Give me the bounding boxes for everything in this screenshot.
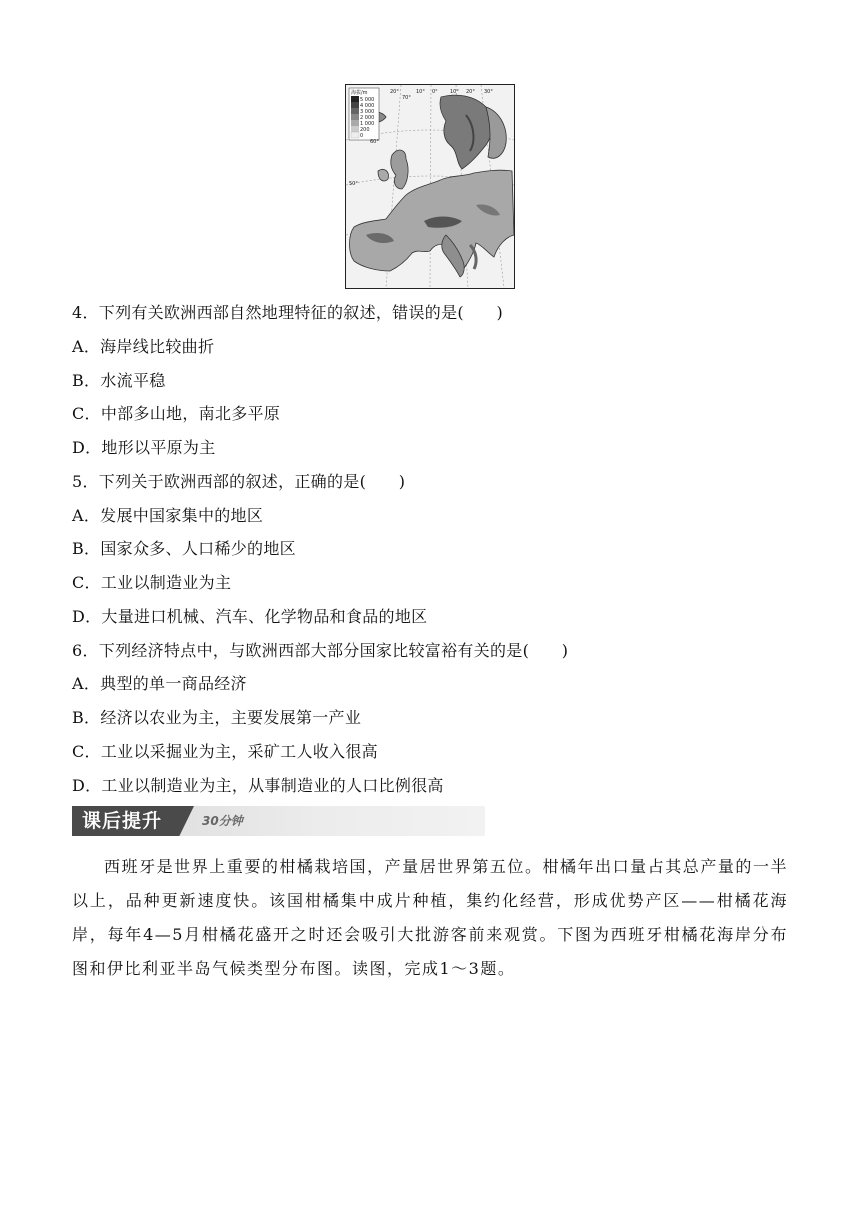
map-lon-label: 20° (466, 89, 475, 95)
question-5-stem: 5．下列关于欧洲西部的叙述，正确的是( ) (72, 472, 406, 491)
question-6-option-d: D．工业以制造业为主，从事制造业的人口比例很高 (72, 776, 444, 795)
map-lon-label: 30° (484, 89, 493, 95)
banner-title: 课后提升 (82, 810, 163, 832)
question-4-option-d: D．地形以平原为主 (72, 438, 216, 457)
map-legend-value: 2 000 (360, 115, 375, 121)
question-5-option-b: B．国家众多、人口稀少的地区 (72, 539, 296, 558)
banner-time: 30分钟 (202, 814, 243, 828)
map-legend-value: 3 000 (360, 109, 375, 115)
map-lon-label: 20° (390, 89, 399, 95)
map-legend-value: 200 (360, 127, 370, 133)
map-lon-label: 0° (432, 89, 438, 95)
question-5-option-a: A．发展中国家集中的地区 (72, 506, 264, 525)
map-legend-value: 1 000 (360, 121, 375, 127)
question-4-stem: 4．下列有关欧洲西部自然地理特征的叙述，错误的是( ) (72, 303, 504, 322)
map-lat-label: 70° (402, 95, 411, 101)
europe-elevation-map (345, 84, 515, 289)
section-banner (72, 806, 485, 836)
question-6-stem: 6．下列经济特点中，与欧洲西部大部分国家比较富裕有关的是( ) (72, 641, 569, 660)
question-5-option-c: C．工业以制造业为主 (72, 573, 232, 592)
map-lat-label: 50° (349, 181, 358, 187)
map-legend-value: 5 000 (360, 97, 375, 103)
question-6-option-c: C．工业以采掘业为主，采矿工人收入很高 (72, 742, 378, 761)
map-legend-value: 0 (360, 133, 364, 139)
map-lon-label: 10° (416, 89, 425, 95)
map-lat-label: 60° (370, 139, 379, 145)
map-legend-value: 4 000 (360, 103, 375, 109)
reading-passage: 西班牙是世界上重要的柑橘栽培国，产量居世界第五位。柑橘年出口量占其总产量的一半以上，品种更新速度快。该国柑橘集中成片种植，集约化经营，形成优势产区——柑橘花海岸，每年4—5月柑橘花盛开之时还会吸引大批游客前来观赏。下图为西班牙柑橘花海岸分布图和伊比利亚半岛气候类型分布图。读图，完成1～3题。 (72, 857, 788, 978)
question-5-option-d: D．大量进口机械、汽车、化学物品和食品的地区 (72, 607, 428, 626)
question-6-option-a: A．典型的单一商品经济 (72, 674, 247, 693)
map-legend-title: 海拔/m (351, 90, 368, 96)
question-4-option-c: C．中部多山地，南北多平原 (72, 404, 281, 423)
question-4-option-b: B．水流平稳 (72, 371, 166, 390)
question-6-option-b: B．经济以农业为主，主要发展第一产业 (72, 708, 362, 727)
question-4-option-a: A．海岸线比较曲折 (72, 337, 215, 356)
map-lon-label: 10° (450, 89, 459, 95)
